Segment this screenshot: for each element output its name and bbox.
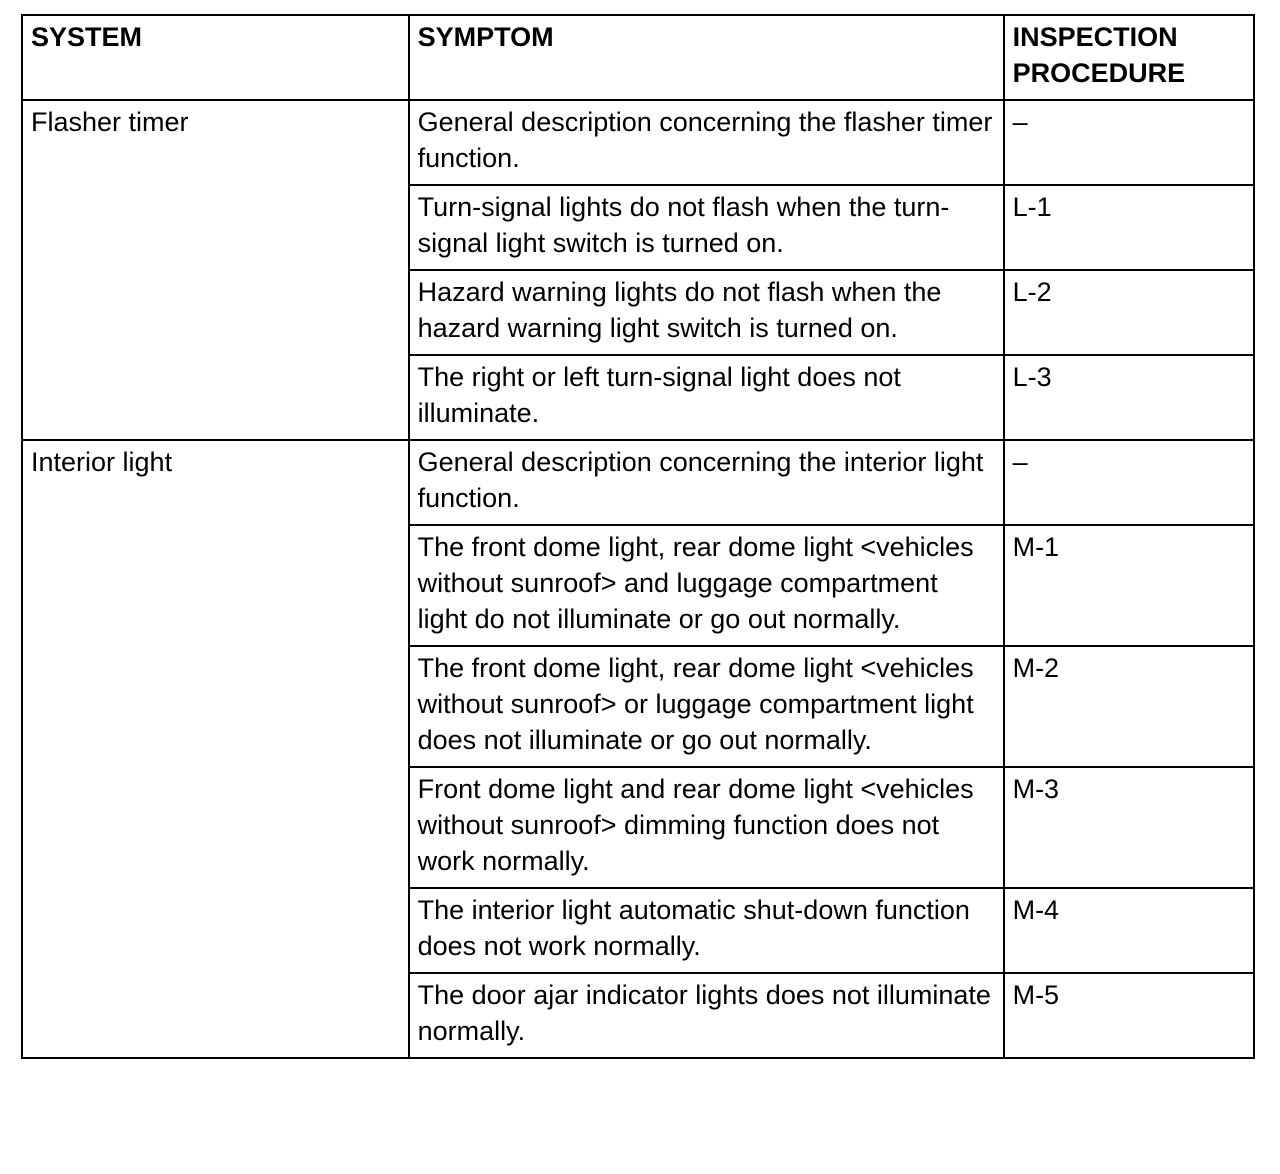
procedure-cell: – — [1004, 100, 1254, 185]
symptom-cell: The right or left turn-signal light does not illuminate. — [409, 355, 1004, 440]
inspection-table — [21, 14, 1255, 1059]
procedure-cell: M-2 — [1004, 646, 1254, 767]
symptom-cell: The interior light automatic shut-down function does not work normally. — [409, 888, 1004, 973]
procedure-cell: L-2 — [1004, 270, 1254, 355]
header-row — [22, 15, 1254, 100]
table-row — [22, 440, 1254, 525]
symptom-cell: The door ajar indicator lights does not illuminate normally. — [409, 973, 1004, 1058]
procedure-cell: L-3 — [1004, 355, 1254, 440]
procedure-cell: L-1 — [1004, 185, 1254, 270]
symptom-cell: The front dome light, rear dome light <vehicles without sunroof> or luggage compartment light does not illuminate or go out normally. — [409, 646, 1004, 767]
header-system: SYSTEM — [22, 15, 409, 100]
table-row — [22, 100, 1254, 185]
header-symptom: SYMPTOM — [409, 15, 1004, 100]
symptom-cell: Hazard warning lights do not flash when the hazard warning light switch is turned on. — [409, 270, 1004, 355]
system-cell: Interior light — [22, 440, 409, 1058]
procedure-cell: M-4 — [1004, 888, 1254, 973]
symptom-cell: Front dome light and rear dome light <vehicles without sunroof> dimming function does not work normally. — [409, 767, 1004, 888]
procedure-cell: – — [1004, 440, 1254, 525]
procedure-cell: M-1 — [1004, 525, 1254, 646]
procedure-cell: M-3 — [1004, 767, 1254, 888]
symptom-cell: Turn-signal lights do not flash when the turn-signal light switch is turned on. — [409, 185, 1004, 270]
system-cell: Flasher timer — [22, 100, 409, 440]
procedure-cell: M-5 — [1004, 973, 1254, 1058]
header-procedure: INSPECTION PROCEDURE — [1004, 15, 1254, 100]
symptom-cell: General description concerning the flasher timer function. — [409, 100, 1004, 185]
symptom-cell: General description concerning the interior light function. — [409, 440, 1004, 525]
symptom-cell: The front dome light, rear dome light <vehicles without sunroof> and luggage compartment light do not illuminate or go out normally. — [409, 525, 1004, 646]
